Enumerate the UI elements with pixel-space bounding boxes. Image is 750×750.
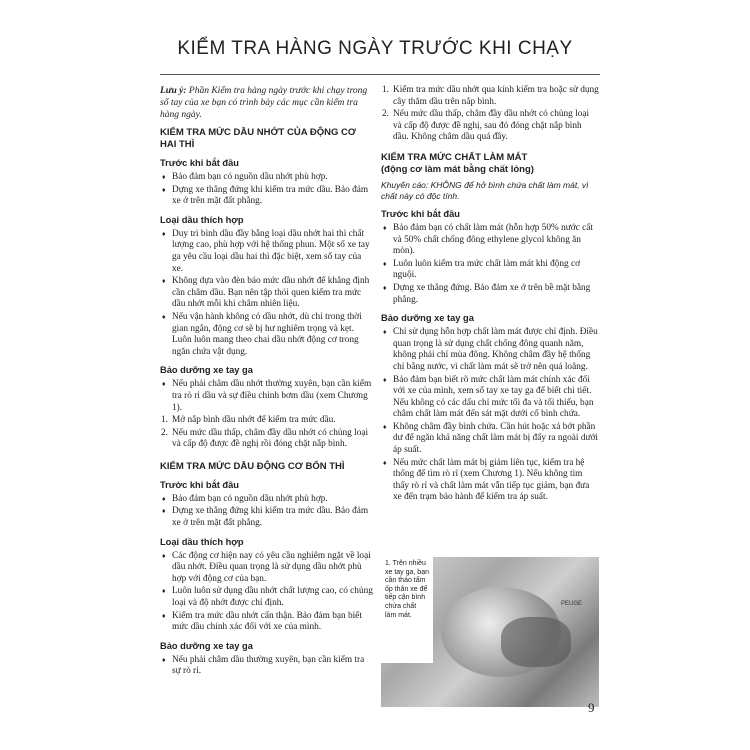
- four-stroke-steps-list: [381, 85, 599, 144]
- s3-maint-title: Bảo dưỡng xe tay ga: [381, 313, 474, 324]
- step-text: Nếu mức dầu thấp, châm đầy dầu nhớt có chủng loại và cấp độ được đề nghị, sau đó đóng chặt nắp bình dầu. Không châm dầu quá đầy.: [393, 109, 590, 143]
- list-item: ♦ Bảo đảm bạn có chất làm mát (hỗn hợp 50% nước cất và 50% chất chống đông ethylene glycol không ăn mòn).: [381, 223, 599, 258]
- coolant-reservoir-photo: [381, 557, 599, 707]
- list-item: ♦ Kiểm tra mức dầu nhớt cẩn thận. Bảo đảm bạn biết mức dầu chính xác đối với xe của mình.: [160, 611, 374, 634]
- s2-before-title: Trước khi bắt đầu: [160, 479, 239, 490]
- s3-before-list: [381, 223, 599, 306]
- title-divider: [160, 74, 600, 75]
- list-item: ♦ Bảo đảm bạn biết rõ mức chất làm mát chính xác đối với xe của mình, xem sổ tay xe tay ga để biết chi tiết. Nếu không có các dấu chỉ mức tối đa và tối thiểu, bạn châm chất làm mát đến sát mặt dưới cổ bình chứa.: [381, 375, 599, 421]
- list-item: ♦ Nếu phải châm dầu nhớt thường xuyên, bạn cần kiểm tra rò rỉ dầu và sự điều chỉnh bơm dầu (xem Chương 1).: [160, 379, 374, 414]
- s2-oil-list: [160, 551, 374, 634]
- s2-maint-list: [160, 655, 374, 678]
- right-column: [381, 82, 599, 505]
- note-text: Phần Kiểm tra hàng ngày trước khi chạy trong sổ tay của xe bạn có trình bày các mục cần kiểm tra hàng ngày.: [160, 86, 368, 120]
- list-item: ♦ Không châm đầy bình chứa. Cần hút hoặc xả bớt phần dư để ngăn khả năng chất làm mát bị đẩy ra ngoài dưới áp suất.: [381, 422, 599, 457]
- s3-before-title: Trước khi bắt đầu: [381, 208, 460, 219]
- page-title: KIỂM TRA HÀNG NGÀY TRƯỚC KHI CHẠY: [177, 38, 573, 59]
- step-item: [160, 428, 374, 451]
- list-item: ♦ Duy trì bình dầu đầy bằng loại dầu nhớt hai thì chất lượng cao, phù hợp với hệ thống phun. Một số xe tay ga yêu cầu loại dầu hai thì đặc biệt, xem sổ tay của xe.: [160, 229, 374, 275]
- list-item: ♦ Dựng xe thẳng đứng khi kiểm tra mức dầu. Bảo đảm xe ở trên mặt đất phẳng.: [160, 185, 374, 208]
- list-item: ♦ Các động cơ hiện nay có yêu cầu nghiêm ngặt về loại dầu nhớt. Điều quan trọng là sử dụng dầu nhớt phù hợp với động cơ của bạn.: [160, 551, 374, 586]
- step-text: Kiểm tra mức dầu nhớt qua kính kiểm tra hoặc sử dụng cây thăm dầu trên nắp bình.: [393, 85, 599, 107]
- s1-steps-list: [160, 415, 374, 451]
- step-number: 2.: [161, 427, 168, 438]
- s1-oil-list: [160, 229, 374, 359]
- step-text: Nếu mức dầu thấp, châm đầy dầu nhớt có chủng loại và cấp độ được đề nghị rồi đóng chặt nắp bình.: [172, 427, 369, 450]
- step-item: [381, 109, 599, 144]
- s1-before-list: [160, 172, 374, 208]
- s3-maint-list: [381, 327, 599, 504]
- section-two-stroke-oil-title: KIỂM TRA MỨC DẦU NHỚT CỦA ĐỘNG CƠ HAI THÌ: [160, 127, 356, 150]
- section-coolant-title: KIỂM TRA MỨC CHẤT LÀM MÁT: [381, 151, 528, 163]
- list-item: ♦ Nếu phải châm dầu thường xuyên, bạn cần kiểm tra sự rò rỉ.: [160, 655, 374, 678]
- step-number: 1.: [161, 415, 168, 426]
- s1-before-title: Trước khi bắt đầu: [160, 158, 239, 168]
- list-item: ♦ Không dựa vào đèn báo mức dầu nhớt để khẳng định cần châm dầu. Bạn nên tập thói quen kiểm tra mức dầu nhớt mỗi khi châm nhiên liệu.: [160, 276, 374, 311]
- list-item: ♦ Chỉ sử dụng hỗn hợp chất làm mát được chỉ định. Điều quan trọng là sử dụng chất chống đông quanh năm, không phải chỉ mùa đông. Không châm đầy hệ thống chỉ bằng nước, vì chất làm mát sẽ trở nên quá loãng.: [381, 327, 599, 373]
- note: [160, 85, 374, 121]
- list-item: ♦ Luôn luôn sử dụng dầu nhớt chất lượng cao, có chủng loại và độ nhớt được chỉ định.: [160, 586, 374, 609]
- list-item: ♦ Bảo đảm bạn có nguồn dầu nhớt phù hợp.: [160, 494, 374, 506]
- step-number: 2.: [382, 109, 389, 120]
- list-item: ♦ Nếu vận hành không có dầu nhớt, dù chỉ trong thời gian ngắn, động cơ sẽ bị hư nghiêm trọng và kẹt. Luôn luôn mang theo chai dầu nhớt động cơ trong ngăn chứa vật dụng.: [160, 312, 374, 358]
- s1-oil-title: Loại dầu thích hợp: [160, 214, 244, 225]
- section-four-stroke-oil-title: KIỂM TRA MỨC DẦU ĐỘNG CƠ BỐN THÌ: [160, 460, 345, 472]
- s2-maint-title: Bảo dưỡng xe tay ga: [160, 640, 253, 651]
- list-item: ♦ Luôn luôn kiểm tra mức chất làm mát khi động cơ nguội.: [381, 259, 599, 282]
- section-coolant-subtitle: (động cơ làm mát bằng chất lỏng): [381, 163, 534, 175]
- list-item: ♦ Bảo đảm bạn có nguồn dầu nhớt phù hợp.: [160, 172, 374, 184]
- figure-caption: 1. Trên nhiều xe tay ga, bạn cần tháo tấm ốp thân xe để tiếp cận bình chứa chất làm mát.: [381, 557, 433, 663]
- page-number: 9: [588, 700, 595, 715]
- photo-brand-text: PEUGE: [561, 601, 583, 607]
- s2-oil-title: Loại dầu thích hợp: [160, 536, 244, 547]
- s2-before-list: [160, 494, 374, 530]
- s1-maint-list: [160, 379, 374, 414]
- photo-detail: [501, 617, 571, 667]
- left-column: [160, 82, 374, 679]
- step-item: [160, 415, 374, 427]
- step-item: [381, 85, 599, 108]
- note-label: Lưu ý:: [160, 86, 187, 96]
- list-item: ♦ Nếu mức chất làm mát bị giảm liên tục, kiểm tra hệ thống để tìm rò rỉ (xem Chương 1). Nếu không tìm thấy rò rỉ và chất làm mát vẫn tiếp tục giảm, bạn đưa xe đến trạm bảo hành để kiểm tra áp suất.: [381, 458, 599, 504]
- step-text: Mở nắp bình dầu nhớt để kiểm tra mức dầu.: [172, 415, 336, 426]
- warning-text: Khuyến cáo: KHÔNG để hở bình chứa chất làm mát, vì chất này có độc tính.: [381, 179, 589, 201]
- s1-maint-title: Bảo dưỡng xe tay ga: [160, 365, 253, 376]
- step-number: 1.: [382, 85, 389, 95]
- list-item: ♦ Dựng xe thẳng đứng khi kiểm tra mức dầu. Bảo đảm xe ở trên mặt đất phẳng.: [160, 506, 374, 529]
- list-item: ♦ Dựng xe thẳng đứng. Bảo đảm xe ở trên bề mặt bằng phẳng.: [381, 283, 599, 306]
